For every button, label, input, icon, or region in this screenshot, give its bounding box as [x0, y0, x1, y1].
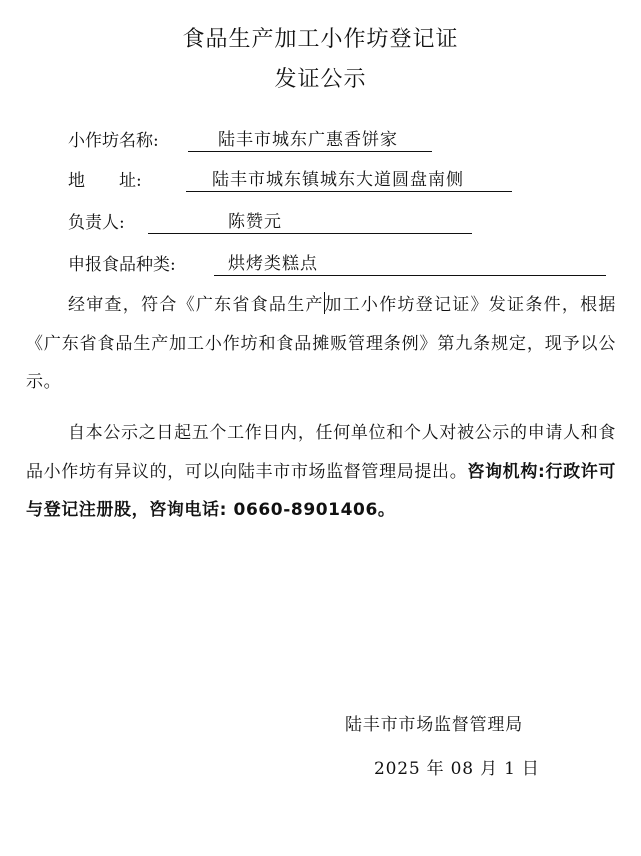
- document-subtitle: 发证公示: [274, 67, 367, 92]
- contact-info: 咨询机构:行政许可与登记注册股，咨询电话: 0660-8901406。: [26, 461, 617, 520]
- approval-paragraph: [26, 286, 616, 402]
- person-in-charge-label: 负责人:: [68, 213, 125, 233]
- food-category-label: 申报食品种类:: [68, 255, 176, 275]
- document-title: 食品生产加工小作坊登记证: [182, 27, 459, 52]
- approval-text-part2: 加工小作坊登记证》发证条件，根据《广东省食品生产加工小作坊和食品摊贩管理条例》第九条规定，现予以公示。: [26, 295, 616, 392]
- objection-text: 自本公示之日起五个工作日内，任何单位和个人对被公示的申请人和食品小作坊有异议的，可以向陆丰市市场监督管理局提出。: [26, 423, 616, 482]
- issuing-organization: 陆丰市市场监督管理局: [345, 715, 523, 735]
- person-in-charge-row: [68, 210, 282, 236]
- issue-date: 2025 年 08 月 1 日: [374, 759, 540, 779]
- address-row: [68, 168, 464, 194]
- food-category-value: 烘烤类糕点: [214, 252, 606, 276]
- approval-text-part1: 经审查，符合《广东省食品生产: [68, 295, 324, 315]
- person-in-charge-value: 陈赞元: [148, 210, 472, 234]
- objection-paragraph: [26, 414, 616, 530]
- workshop-name-row: [68, 128, 398, 154]
- workshop-name-value: 陆丰市城东广惠香饼家: [188, 128, 432, 152]
- food-category-row: [68, 252, 318, 278]
- workshop-name-label: 小作坊名称:: [68, 131, 159, 151]
- address-label: 地 址:: [68, 171, 142, 191]
- address-value: 陆丰市城东镇城东大道圆盘南侧: [186, 168, 512, 192]
